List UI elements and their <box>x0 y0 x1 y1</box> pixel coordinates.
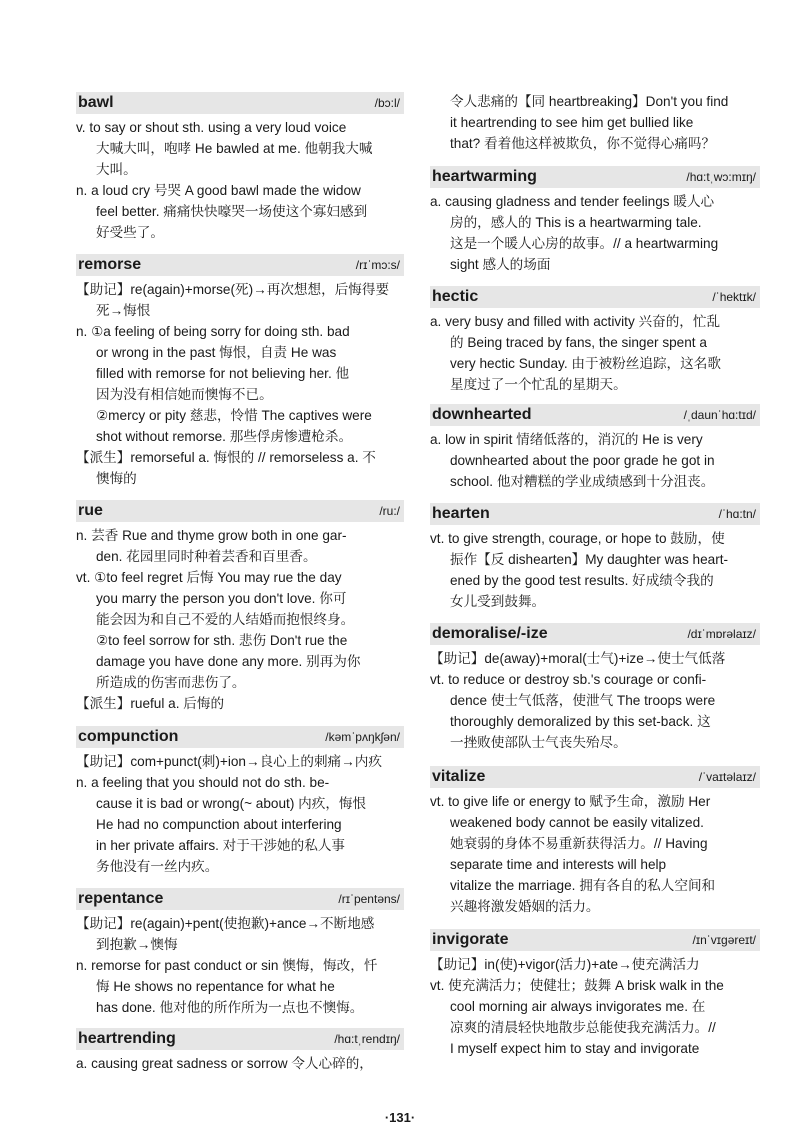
definition-line: 【助记】re(again)+pent(使抱歉)+ance→不断地感 <box>76 916 375 931</box>
definition-line: 大叫。 <box>96 162 137 177</box>
definition-line: 死→悔恨 <box>96 303 151 318</box>
definition-line: a. causing great sadness or sorrow 令人心碎的， <box>76 1056 373 1071</box>
dictionary-entry <box>76 888 404 1015</box>
definition-line: 凉爽的清晨轻快地散步总能使我充满活力。// <box>450 1020 716 1035</box>
definition-line: feel better. 痛痛快快嚎哭一场使这个寡妇感到 <box>96 204 368 219</box>
definition-line: downhearted about the poor grade he got in <box>450 453 715 468</box>
definition-line: a. low in spirit 情绪低落的，消沉的 He is very <box>430 432 703 447</box>
definition-line: a. very busy and filled with activity 兴奋的，忙乱 <box>430 314 721 329</box>
definition-line: ②to feel sorrow for sth. 悲伤 Don't rue the <box>96 633 348 648</box>
pronunciation: /dɪˈmɒrəlaɪz/ <box>687 627 756 641</box>
definition-line: 兴趣将激发婚姻的活力。 <box>450 899 600 914</box>
definition-line: 好受些了。 <box>96 225 164 240</box>
definition-line: 她衰弱的身体不易重新获得活力。// Having <box>450 836 708 851</box>
headword-bar <box>76 500 404 522</box>
definition-line: in her private affairs. 对于干涉她的私人事 <box>96 838 346 853</box>
definition-line: 女儿受到鼓舞。 <box>450 594 546 609</box>
definition-line: 务他没有一丝内疚。 <box>96 859 219 874</box>
dictionary-entry <box>430 286 760 392</box>
headword: hearten <box>432 505 490 522</box>
definition-line: cause it is bad or wrong(~ about) 内疚，悔恨 <box>96 796 367 811</box>
headword-bar <box>430 166 760 188</box>
definition-line: 一挫败使部队士气丧失殆尽。 <box>450 735 627 750</box>
definition-line: vitalize the marriage. 拥有各自的私人空间和 <box>450 878 716 893</box>
pronunciation: /rɪˈmɔ:s/ <box>355 258 400 272</box>
headword: bawl <box>78 94 114 111</box>
definition-line: very hectic Sunday. 由于被粉丝追踪，这名歌 <box>450 356 721 371</box>
definition-line: 悔 He shows no repentance for what he <box>96 979 335 994</box>
definition-line: 振作【反 dishearten】My daughter was heart- <box>450 552 729 567</box>
definition-line: vt. to give strength, courage, or hope to 鼓励，使 <box>430 531 725 546</box>
headword-bar <box>76 1028 404 1050</box>
headword: demoralise/-ize <box>432 625 548 642</box>
headword-bar <box>76 888 404 910</box>
definition-line: vt. 使充满活力；使健壮；鼓舞 A brisk walk in the <box>430 978 724 993</box>
headword: compunction <box>78 728 179 745</box>
definition-line: thoroughly demoralized by this set-back. 这 <box>450 714 711 729</box>
headword-bar <box>76 726 404 748</box>
headword: vitalize <box>432 768 486 785</box>
pronunciation: /ru:/ <box>379 504 400 518</box>
headword: heartrending <box>78 1030 176 1047</box>
definition-line: I myself expect him to stay and invigorate <box>450 1041 700 1056</box>
dictionary-entry <box>430 166 760 272</box>
definition-line: 的 Being traced by fans, the singer spent a <box>450 335 707 350</box>
pronunciation: /hɑ:tˌwɔ:mɪŋ/ <box>686 170 756 184</box>
dictionary-entry <box>76 254 404 486</box>
definition-line: vt. ①to feel regret 后悔 You may rue the day <box>76 570 342 585</box>
definition-line: you marry the person you don't love. 你可 <box>96 591 347 606</box>
definition-line: 房的，感人的 This is a heartwarming tale. <box>450 215 702 230</box>
pronunciation: /ˈhektɪk/ <box>712 290 756 304</box>
definition-line: He had no compunction about interfering <box>96 817 342 832</box>
definition-line: n. a feeling that you should not do sth. be- <box>76 775 330 790</box>
pronunciation: /hɑ:tˌrendɪŋ/ <box>334 1032 400 1046</box>
definition-line: weakened body cannot be easily vitalized. <box>450 815 704 830</box>
dictionary-entry <box>76 500 404 711</box>
headword-bar <box>76 254 404 276</box>
definition-line: 【派生】remorseful a. 悔恨的 // remorseless a. 不 <box>76 450 376 465</box>
definition-line: 【助记】in(使)+vigor(活力)+ate→使充满活力 <box>430 957 700 972</box>
headword: invigorate <box>432 931 509 948</box>
headword-bar <box>430 929 760 951</box>
dictionary-entry <box>430 503 760 609</box>
definition-line: 【助记】re(again)+morse(死)→再次想想，后悔得要 <box>76 282 390 297</box>
definition-line: v. to say or shout sth. using a very loud voice <box>76 120 347 135</box>
headword-bar <box>430 623 760 645</box>
definition-line: n. remorse for past conduct or sin 懊悔，悔改，忏 <box>76 958 378 973</box>
pronunciation: /kəmˈpʌŋkʃən/ <box>325 730 400 744</box>
definition-line: 令人悲痛的【同 heartbreaking】Don't you find <box>450 94 729 109</box>
definition-line: that? 看着他这样被欺负，你不觉得心痛吗？ <box>450 136 716 151</box>
definition-line: 懊悔的 <box>96 471 137 486</box>
definition-line: a. causing gladness and tender feelings 暖人心 <box>430 194 715 209</box>
definition-line: cool morning air always invigorates me. 在 <box>450 999 706 1014</box>
headword-bar <box>430 503 760 525</box>
headword-bar <box>76 92 404 114</box>
definition-line: 【助记】com+punct(刺)+ion→良心上的刺痛→内疚 <box>76 754 382 769</box>
pronunciation: /ɪnˈvɪgəreɪt/ <box>692 933 756 947</box>
definition-line: n. 芸香 Rue and thyme grow both in one gar- <box>76 528 347 543</box>
dictionary-entry <box>430 404 760 489</box>
definition-line: dence 使士气低落，使泄气 The troops were <box>450 693 716 708</box>
definition-line: 所造成的伤害而悲伤了。 <box>96 675 246 690</box>
definition-line: sight 感人的场面 <box>450 257 551 272</box>
definition-line: damage you have done any more. 别再为你 <box>96 654 361 669</box>
headword: heartwarming <box>432 168 537 185</box>
definition-line: vt. to give life or energy to 赋予生命，激励 Her <box>430 794 711 809</box>
headword-bar <box>430 404 760 426</box>
headword: rue <box>78 502 103 519</box>
definition-line: 星度过了一个忙乱的星期天。 <box>450 377 627 392</box>
definition-line: n. a loud cry 号哭 A good bawl made the widow <box>76 183 361 198</box>
definition-line: 能会因为和自己不爱的人结婚而抱恨终身。 <box>96 612 355 627</box>
definition-line: school. 他对糟糕的学业成绩感到十分沮丧。 <box>450 474 715 489</box>
headword: downhearted <box>432 406 532 423</box>
definition-line: 【助记】de(away)+moral(士气)+ize→使士气低落 <box>430 651 726 666</box>
page-number: ·131· <box>384 1110 416 1125</box>
dictionary-entry <box>76 1028 404 1071</box>
pronunciation: /rɪˈpentəns/ <box>338 892 400 906</box>
definition-line: 【派生】rueful a. 后悔的 <box>76 696 225 711</box>
definition-line: ②mercy or pity 慈悲，怜惜 The captives were <box>96 408 372 423</box>
definition-line: 因为没有相信她而懊悔不已。 <box>96 387 273 402</box>
headword: remorse <box>78 256 142 273</box>
pronunciation: /ˌdaunˈhɑ:tɪd/ <box>683 408 756 422</box>
pronunciation: /ˈvaɪtəlaɪz/ <box>698 770 756 784</box>
definition-line: n. ①a feeling of being sorry for doing sth. bad <box>76 324 350 339</box>
headword: repentance <box>78 890 164 907</box>
dictionary-entry <box>430 929 760 1056</box>
pronunciation: /bɔ:l/ <box>374 96 400 110</box>
definition-line: it heartrending to see him get bullied like <box>450 115 694 130</box>
headword-bar <box>430 766 760 788</box>
definition-line: vt. to reduce or destroy sb.'s courage or confi- <box>430 672 707 687</box>
pronunciation: /ˈhɑ:tn/ <box>718 507 756 521</box>
definition-line: ened by the good test results. 好成绩令我的 <box>450 573 714 588</box>
definition-line: has done. 他对他的所作所为一点也不懊悔。 <box>96 1000 364 1015</box>
definition-line: filled with remorse for not believing her. 他 <box>96 366 350 381</box>
dictionary-entry <box>430 623 760 750</box>
dictionary-entry <box>76 92 404 240</box>
dictionary-entry <box>430 766 760 914</box>
definition-line: 这是一个暖人心房的故事。// a heartwarming <box>450 236 719 251</box>
headword: hectic <box>432 288 479 305</box>
dictionary-entry <box>76 726 404 874</box>
definition-line: 到抱歉→懊悔 <box>96 937 178 952</box>
definition-line: or wrong in the past 悔恨，自责 He was <box>96 345 337 360</box>
definition-line: shot without remorse. 那些俘虏惨遭枪杀。 <box>96 429 353 444</box>
definition-line: den. 花园里同时种着芸香和百里香。 <box>96 549 317 564</box>
definition-line: separate time and interests will help <box>450 857 667 872</box>
headword-bar <box>430 286 760 308</box>
definition-line: 大喊大叫，咆哮 He bawled at me. 他朝我大喊 <box>96 141 373 156</box>
